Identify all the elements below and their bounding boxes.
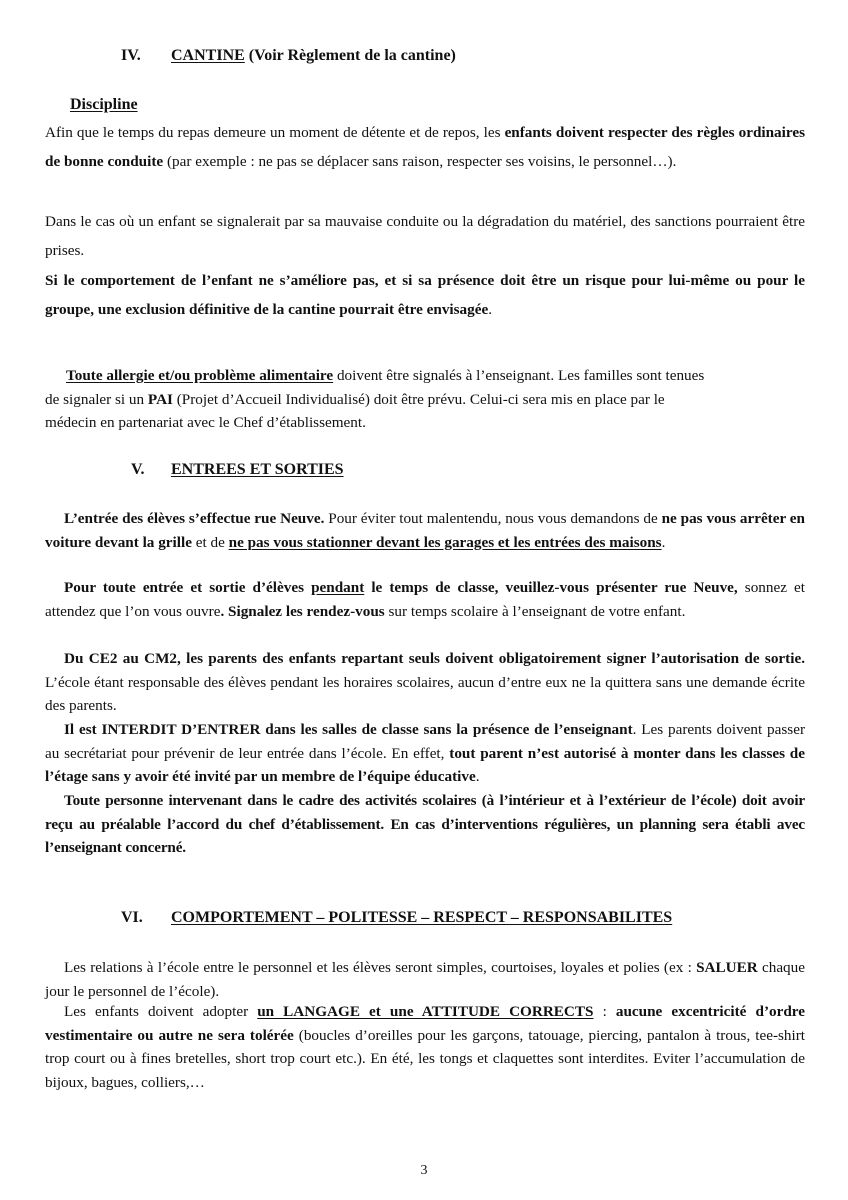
cantine-paragraph-1: Afin que le temps du repas demeure un moment de détente et de repos, les enfants doivent respecter des règles ordinaires de bonne conduite (par exemple : ne pas se déplacer sans raison, respecter ses voisins, le personnel…).	[45, 124, 805, 170]
section-title: COMPORTEMENT – POLITESSE – RESPECT – RESPONSABILITES	[171, 909, 673, 926]
section-number: VI.	[121, 909, 143, 926]
entry-paragraph-3: Du CE2 au CM2, les parents des enfants repartant seuls doivent obligatoirement signer l’autorisation de sortie. L’école étant responsable des élèves pendant les horaires scolaires, aucun d’entre eux ne la quittera sans une demande écrite des parents.	[45, 650, 805, 714]
entry-paragraph-5: Toute personne intervenant dans le cadre des activités scolaires (à l’intérieur et à l’extérieur de l’école) doit avoir reçu au préalable l’accord du chef d’établissement. En cas d’interventions régulières, un planning sera établi avec l’enseignant concerné.	[45, 792, 805, 856]
behavior-paragraph-2: Les enfants doivent adopter un LANGAGE et une ATTITUDE CORRECTS : aucune excentricité d’ordre vestimentaire ou autre ne sera tolérée (boucles d’oreilles pour les garçons, tatouage, piercing, pantalon à trous, tee-shirt trop court ou à fines bretelles, short trop court etc.). En été, les tongs et claquettes sont interdites. Eviter l’accumulation de bijoux, bagues, colliers,…	[45, 1003, 805, 1091]
allergy-paragraph: Toute allergie et/ou problème alimentaire doivent être signalés à l’enseignant. Les familles sont tenues de signaler si un PAI (Projet d’Accueil Individualisé) doit être prévu. Celui-ci sera mis en place par le médecin en partenariat avec le Chef d’établissement.	[45, 367, 705, 431]
cantine-paragraph-3: Si le comportement de l’enfant ne s’améliore pas, et si sa présence doit être un risque pour lui-même ou pour le groupe, une exclusion définitive de la cantine pourrait être envisagée.	[45, 272, 805, 318]
entry-paragraph-1: L’entrée des élèves s’effectue rue Neuve. Pour éviter tout malentendu, nous vous demandons de ne pas vous arrêter en voiture devant la grille et de ne pas vous stationner devant les garages et les entrées des maisons.	[45, 510, 805, 551]
discipline-subheading: Discipline	[70, 96, 138, 113]
entry-paragraph-4: Il est INTERDIT D’ENTRER dans les salles de classe sans la présence de l’enseignant. Les parents doivent passer au secrétariat pour prévenir de leur entrée dans l’école. En effet, tout parent n’est autorisé à monter dans les classes de l’étage sans y avoir été invité par un membre de l’équipe éducative.	[45, 721, 806, 785]
entry-paragraph-2: Pour toute entrée et sortie d’élèves pendant le temps de classe, veuillez-vous présenter rue Neuve, sonnez et attendez que l’on vous ouvre. Signalez les rendez-vous sur temps scolaire à l’enseignant de votre enfant.	[45, 579, 805, 620]
behavior-paragraph-1: Les relations à l’école entre le personnel et les élèves seront simples, courtoises, loyales et polies (ex : SALUER chaque jour le personnel de l’école).	[45, 959, 805, 1000]
section-number: IV.	[121, 47, 141, 64]
section-title: CANTINE (Voir Règlement de la cantine)	[171, 47, 456, 64]
section-title: ENTREES ET SORTIES	[171, 461, 344, 478]
page-number: 3	[420, 1163, 428, 1178]
cantine-paragraph-2: Dans le cas où un enfant se signalerait par sa mauvaise conduite ou la dégradation du matériel, des sanctions pourraient être prises.	[45, 213, 805, 259]
section-number: V.	[131, 461, 145, 478]
